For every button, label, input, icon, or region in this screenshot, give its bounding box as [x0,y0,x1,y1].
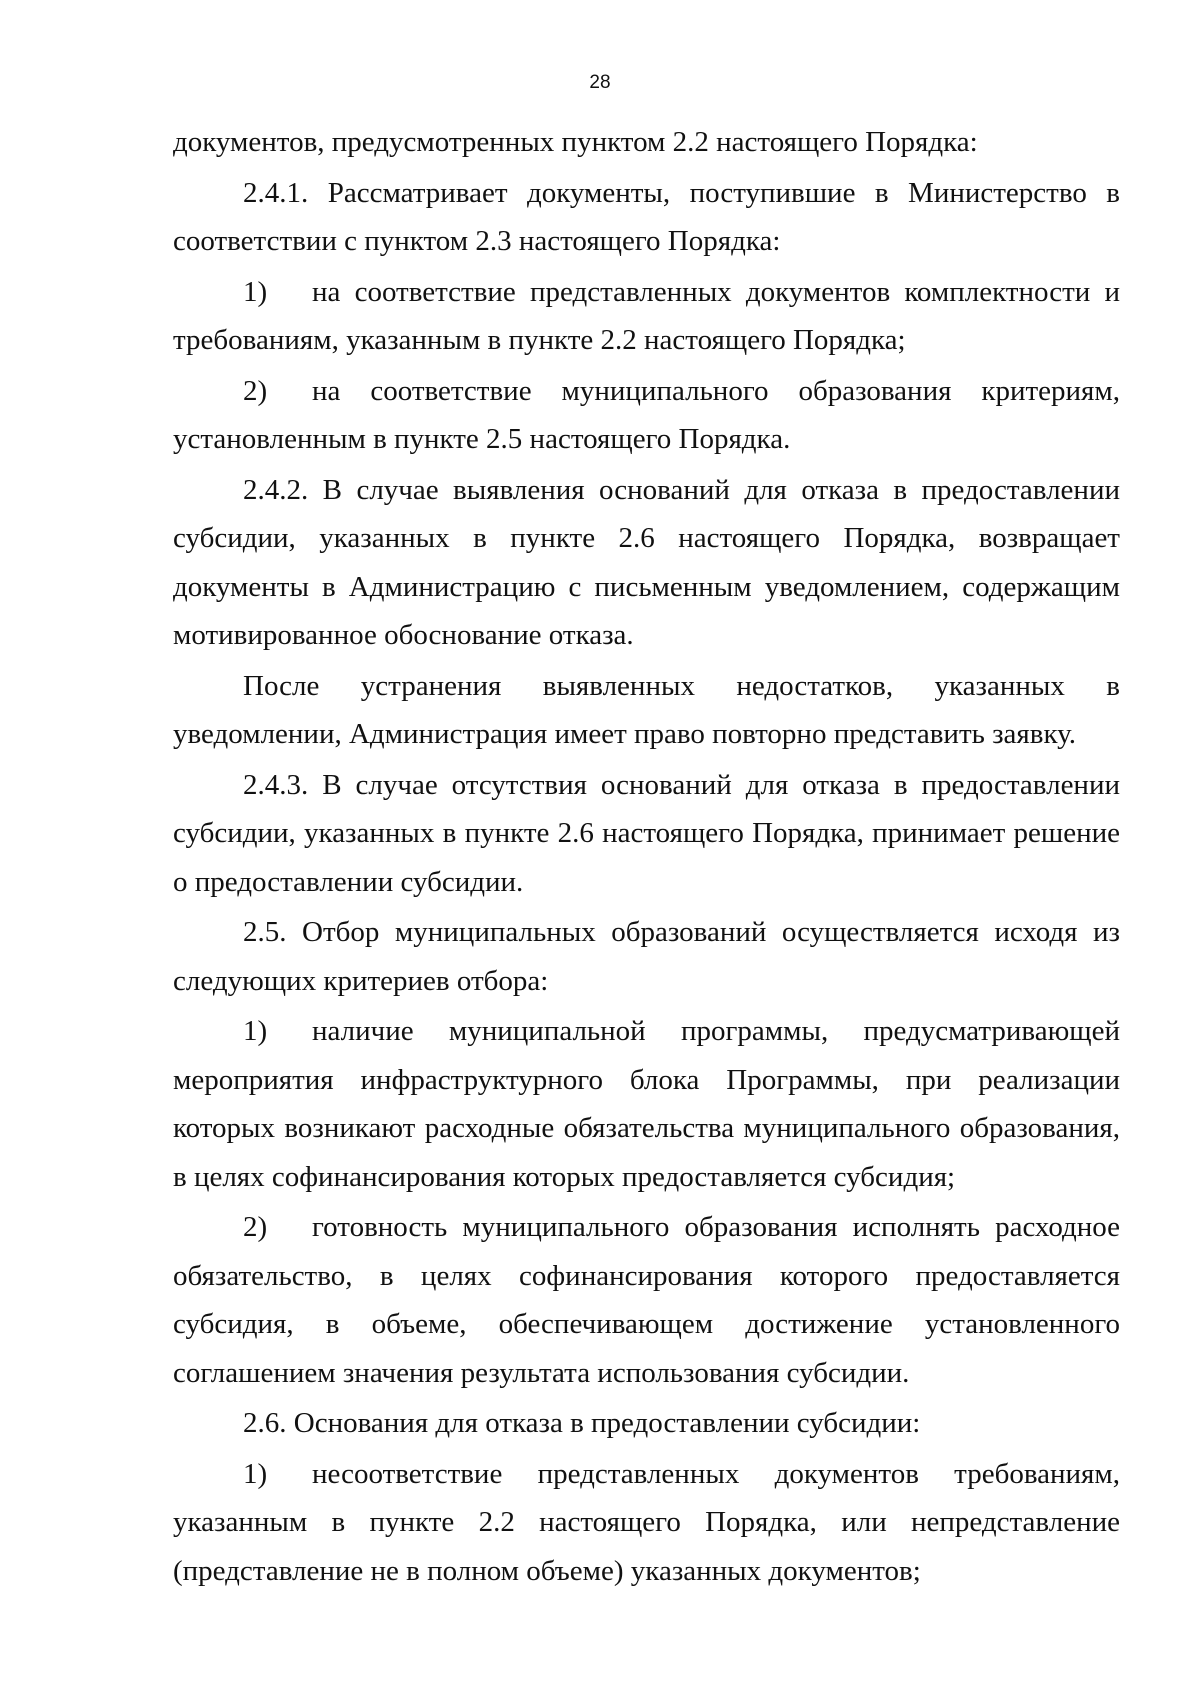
list-number: 2) [243,1211,268,1243]
list-number: 1) [243,1015,268,1047]
list-number: 2) [243,374,268,407]
list-item-2-6-1 [173,1450,1120,1596]
paragraph-2-4-2: 2.4.2. В случае выявления оснований для отказа в предоставлении субсидии, указанных в пункте 2.6 настоящего Порядка, возвращает документы в Администрацию с письменным уведомлением, содержащим мотивированное обоснование отказа. [173,473,1120,651]
list-item-2-5-1 [173,1007,1120,1201]
list-number: 1) [243,275,268,308]
list-item-text: несоответствие представленных документов требованиям, указанным в пункте 2.2 настоящего Порядка, или непредставление (представление не в полном объеме) указанных документов; [173,1457,1120,1587]
list-item-text: на соответствие муниципального образования критериям, установленным в пункте 2.5 настоящего Порядка. [173,374,1120,455]
paragraph-2-4-3: 2.4.3. В случае отсутствия оснований для отказа в предоставлении субсидии, указанных в пункте 2.6 настоящего Порядка, принимает решение о предоставлении субсидии. [173,768,1120,898]
paragraph-after-elimination: После устранения выявленных недостатков, указанных в уведомлении, Администрация имеет право повторно представить заявку. [173,669,1120,750]
list-number: 1) [243,1457,268,1490]
paragraph-continuation: документов, предусмотренных пунктом 2.2 настоящего Порядка: [173,126,978,158]
list-item-text: наличие муниципальной программы, предусматривающей мероприятия инфраструктурного блока Программы, при реализации которых возникают расходные обязательства муниципального образования, в целях софинансирования которых предоставляется субсидия; [173,1015,1120,1193]
page-number: 28 [589,72,611,93]
paragraph-2-6: 2.6. Основания для отказа в предоставлении субсидии: [243,1407,921,1439]
list-item-2-5-2 [173,1203,1120,1397]
paragraph-2-5: 2.5. Отбор муниципальных образований осуществляется исходя из следующих критериев отбора: [173,916,1120,997]
list-item-text: готовность муниципального образования исполнять расходное обязательство, в целях софинансирования которого предоставляется субсидия, в объеме, обеспечивающем достижение установленного соглашением значения результата использования субсидии. [173,1211,1120,1389]
paragraph-2-4-1: 2.4.1. Рассматривает документы, поступившие в Министерство в соответствии с пунктом 2.3 настоящего Порядка: [173,176,1120,257]
list-item-2-4-1-2 [173,367,1120,464]
list-item-2-4-1-1 [173,268,1120,365]
list-item-text: на соответствие представленных документов комплектности и требованиям, указанным в пункте 2.2 настоящего Порядка; [173,275,1120,356]
document-body [173,118,1120,1597]
